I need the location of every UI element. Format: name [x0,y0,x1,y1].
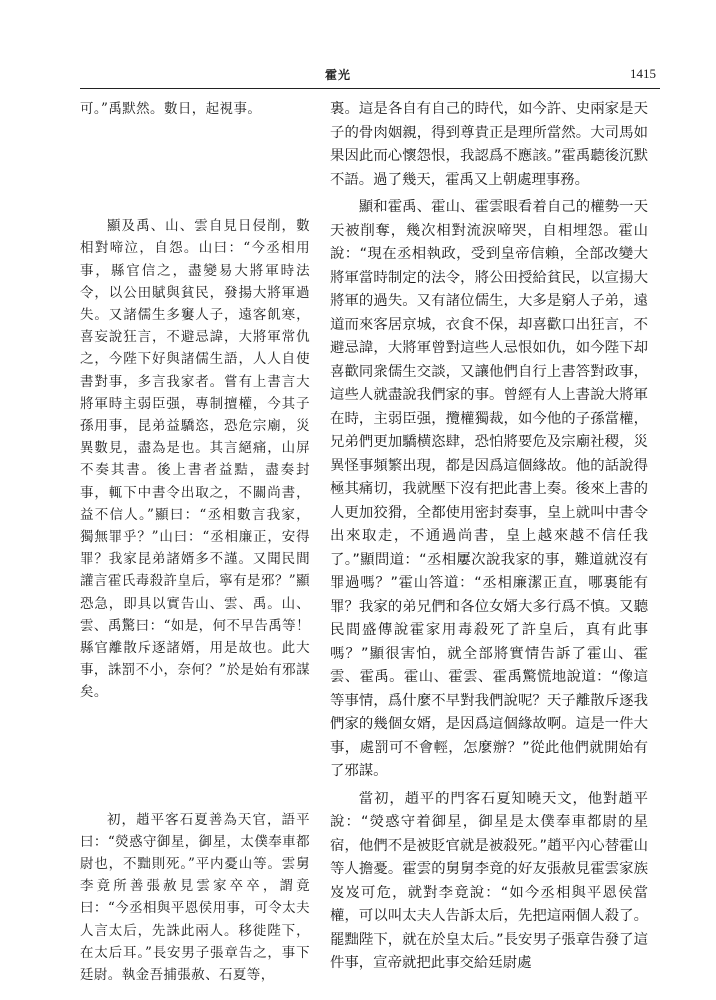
classical-paragraph-3: 初，趙平客石夏善為天官，語平曰：“熒惑守御星，御星，太僕奉車都尉也，不黜則死。”平内憂山等。雲舅李竟所善張赦見雲家卒卒，謂竟曰：“今丞相與平恩侯用事，可令太夫人言太后，先誅此兩人。移徙陛下，在太后耳。”長安男子張章告之，事下廷尉。執金吾捕張赦、石夏等， [80,811,310,984]
classical-paragraph-2: 顯及禹、山、雲自見日侵削，數相對啼泣，自怨。山曰：“今丞相用事，縣官信之，盡變易大將軍時法令，以公田賦與貧民，發揚大將軍過失。又諸儒生多窶人子，遠客飢寒，喜妄說狂言，不避忌諱，大將軍常仇之，今陛下好與諸儒生語，人人自使書對事，多言我家者。嘗有上書言大將軍時主弱臣强，專制擅權，今其子孫用事，昆弟益驕恣，恐危宗廟，災異數見，盡為是也。其言絕痛，山屏不奏其書。後上書者益黠，盡奏封事，輒下中書令出取之，不關尚書，益不信人。”顯曰：“丞相數言我家，獨無罪乎？”山曰：“丞相廉正，安得罪？我家昆弟諸婿多不謹。又聞民間讙言霍氏毒殺許皇后，寧有是邪？”顯恐急，即具以實告山、雲、禹。山、雲、禹驚曰：“如是，何不早告禹等！縣官離散斥逐諸婿，用是故也。此大事，誅罰不小，奈何？”於是始有邪謀矣。 [80,218,310,701]
translation-paragraph-3: 當初，趙平的門客石夏知曉天文，他對趙平說：“熒惑守着御星，御星是太僕奉車都尉的星宿，他們不是被貶官就是被殺死。”趙平內心替霍山等人擔憂。霍雲的舅舅李竟的好友張赦見霍雲家族岌岌可危，就對李竟說：“如今丞相與平恩侯當權，可以叫太夫人告訴太后，先把這兩個人殺了。罷黜陛下，就在於皇太后。”長安男子張章告發了這件事，宣帝就把此事交給廷尉處 [330,790,648,971]
translation-paragraph-2: 顯和霍禹、霍山、霍雲眼看着自己的權勢一天天被削奪，幾次相對流淚啼哭，自相埋怨。霍山說：“現在丞相執政，受到皇帝信賴，全部改變大將軍當時制定的法令，將公田授給貧民，以宣揚大將軍的過失。又有諸位儒生，大多是窮人子弟，遠道而來客居京城，衣食不保，却喜歡口出狂言，不避忌諱，大將軍曾對這些人忌恨如仇，如今陛下却喜歡同衆儒生交談，又讓他們自行上書答對政事，這些人就盡說我們家的事。曾經有人上書說大將軍在時，主弱臣强，攬權獨裁，如今他的子孫當權，兄弟們更加驕横恣肆，恐怕將要危及宗廟社稷，災異怪事頻繁出現，都是因爲這個緣故。他的話說得極其痛切，我就壓下沒有把此書上奏。後來上書的人更加狡猾，全都使用密封奏事，皇上就叫中書令出來取走，不通過尚書，皇上越來越不信任我了。”顯問道：“丞相屢次說我家的事，難道就沒有罪過嗎？”霍山答道：“丞相廉潔正直，哪裏能有罪？我家的弟兄們和各位女婿大多行爲不慎。又聽民間盛傳說霍家用毒殺死了許皇后，真有此事嗎？”顯很害怕，就全部將實情告訴了霍山、霍雲、霍禹。霍山、霍雲、霍禹驚慌地說道：“像這等事情，爲什麼不早對我們說呢？天子離散斥逐我們家的幾個女婿，是因爲這個緣故啊。這是一件大事，處罰可不會輕，怎麼辦？”從此他們就開始有了邪謀。 [330,199,648,779]
header-divider [80,88,660,89]
translation-paragraph-1: 裏。這是各自有自己的時代，如今許、史兩家是天子的骨肉姻親，得到尊貴正是理所當然。大司馬如果因此而心懷怨恨，我認爲不應該。”霍禹聽後沉默不語。過了幾天，霍禹又上朝處理事務。 [330,101,648,188]
page-header-title: 霍光 [325,68,352,82]
page-number: 1415 [630,66,656,81]
classical-text-column [80,98,310,986]
classical-paragraph-1: 可。”禹默然。數日，起視事。 [80,101,262,117]
translation-text-column [330,98,648,976]
